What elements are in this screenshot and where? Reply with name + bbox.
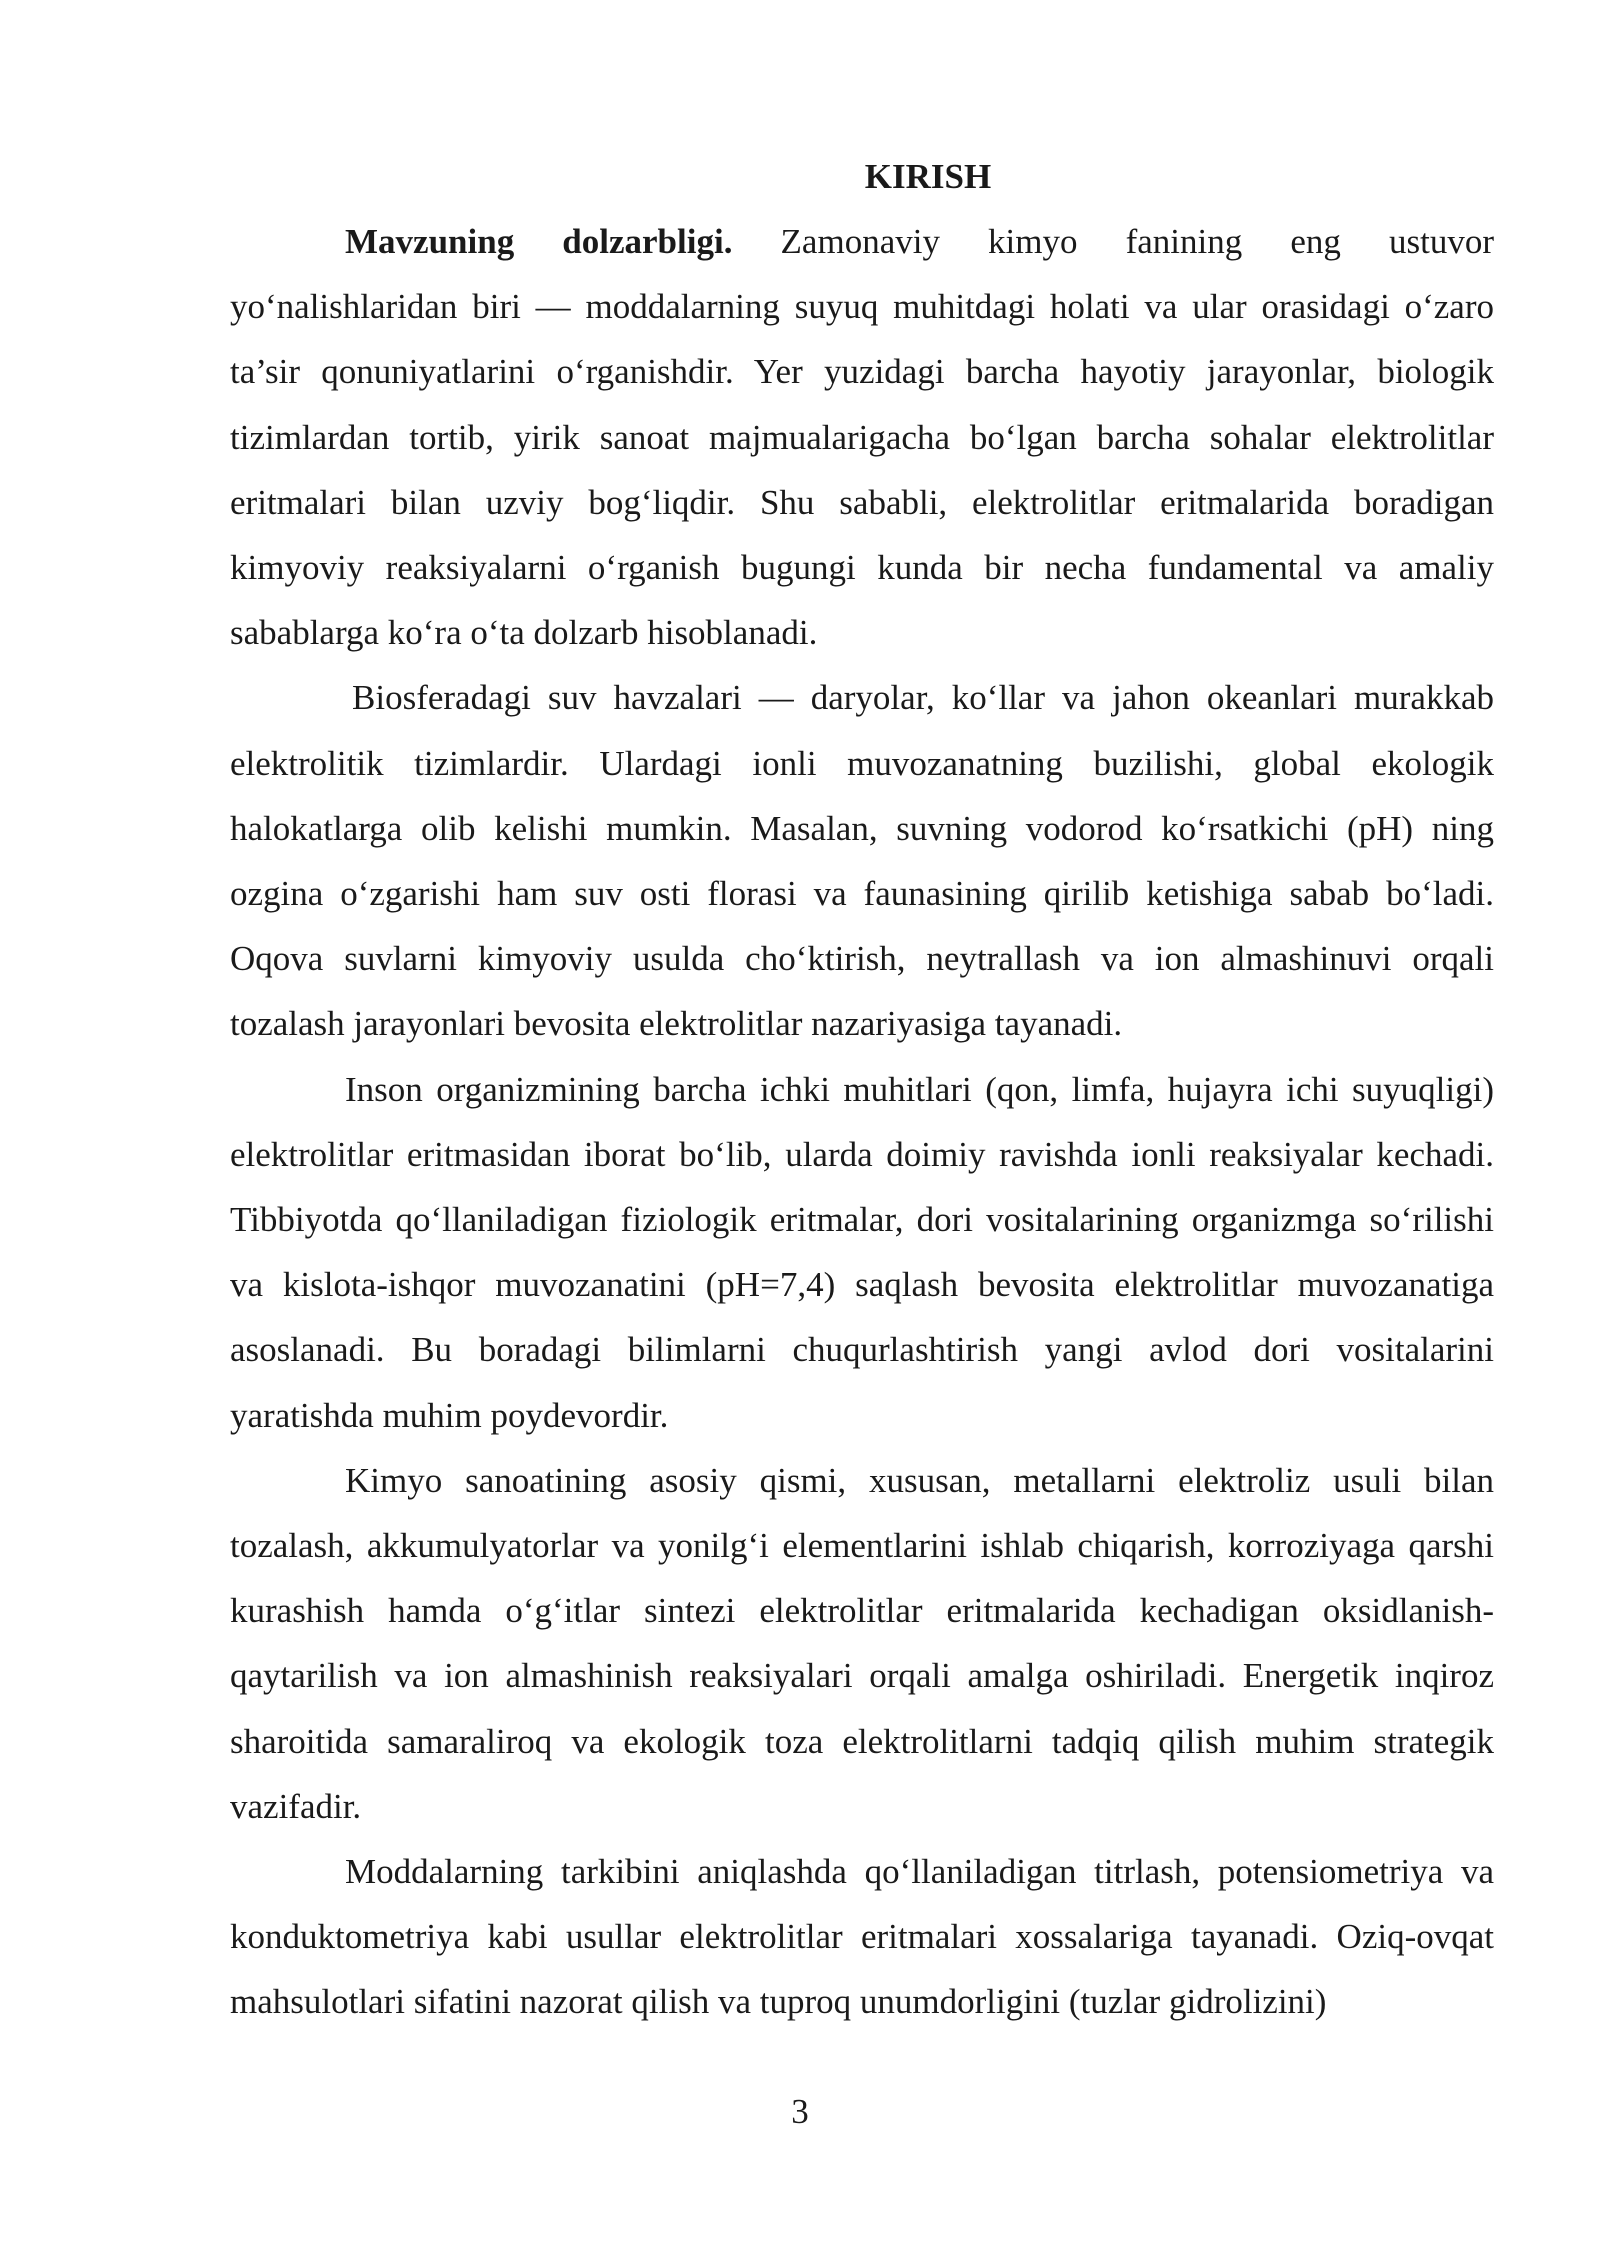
page-number: 3 (791, 2092, 809, 2131)
paragraph-text: Zamonaviy kimyo fanining eng ustuvor yo‘nalishlaridan biri — moddalarning suyuq muhitdagi holati va ular orasidagi o‘zaro ta’sir qonuniyatlarini o‘rganishdir. Yer yuzidagi barcha hayotiy jarayonlar, biologik tizimlardan tortib, yirik sanoat majmualarigacha bo‘lgan barcha sohalar elektrolitlar eritmalari bilan uzviy bog‘liqdir. Shu sababli, elektrolitlar eritmalarida boradigan kimyoviy reaksiyalarni o‘rganish bugungi kunda bir necha fundamental va amaliy sabablarga ko‘ra o‘ta dolzarb hisoblanadi. (230, 222, 1494, 653)
paragraph-relevance (230, 209, 1494, 665)
paragraph-human-body: Inson organizmining barcha ichki muhitlari (qon, limfa, hujayra ichi suyuqligi) elektrolitlar eritmasidan iborat bo‘lib, ularda doimiy ravishda ionli reaksiyalar kechadi. Tibbiyotda qo‘llaniladigan fiziologik eritmalar, dori vositalarining organizmga so‘rilishi va kislota-ishqor muvozanatini (pH=7,4) saqlash bevosita elektrolitlar muvozanatiga asoslanadi. Bu boradagi bilimlarni chuqurlashtirish yangi avlod dori vositalarini yaratishda muhim poydevordir. (230, 1069, 1494, 1435)
paragraph-biosphere: Biosferadagi suv havzalari — daryolar, ko‘llar va jahon okeanlari murakkab elektrolitik tizimlardir. Ulardagi ionli muvozanatning buzilishi, global ekologik halokatlarga olib kelishi mumkin. Masalan, suvning vodorod ko‘rsatkichi (pH) ning ozgina o‘zgarishi ham suv osti florasi va faunasining qirilib ketishiga sabab bo‘ladi. Oqova suvlarni kimyoviy usulda cho‘ktirish, neytrallash va ion almashinuvi orqali tozalash jarayonlari bevosita elektrolitlar nazariyasiga tayanadi. (230, 678, 1494, 1044)
section-title: KIRISH (864, 157, 992, 196)
document-page (230, 145, 1494, 2035)
paragraph-lead: Mavzuning dolzarbligi. (345, 222, 733, 261)
paragraph-analysis: Moddalarning tarkibini aniqlashda qo‘llaniladigan titrlash, potensiometriya va konduktometriya kabi usullar elektrolitlar eritmalari xossalariga tayanadi. Oziq-ovqat mahsulotlari sifatini nazorat qilish va tuproq unumdorligini (tuzlar gidrolizini) (230, 1852, 1494, 2022)
paragraph-industry: Kimyo sanoatining asosiy qismi, xususan, metallarni elektroliz usuli bilan tozalash, akkumulyatorlar va yonilg‘i elementlarini ishlab chiqarish, korroziyaga qarshi kurashish hamda o‘g‘itlar sintezi elektrolitlar eritmalarida kechadigan oksidlanish-qaytarilish va ion almashinish reaksiyalari orqali amalga oshiriladi. Energetik inqiroz sharoitida samaraliroq va ekologik toza elektrolitlarni tadqiq qilish muhim strategik vazifadir. (230, 1460, 1494, 1826)
